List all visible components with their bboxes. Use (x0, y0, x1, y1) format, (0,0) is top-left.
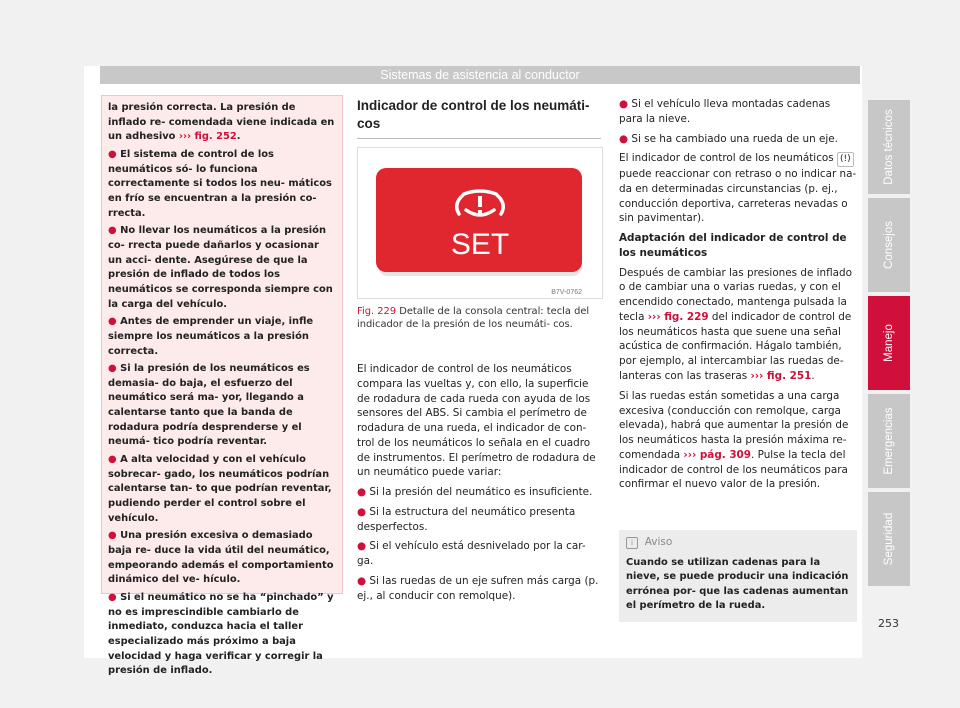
set-button-label: SET (450, 228, 510, 261)
bullet-icon: ● (619, 132, 629, 145)
list-item: ● Antes de emprender un viaje, infle siempre los neumáticos a la presión correcta. (108, 316, 314, 357)
bullet-icon: ● (108, 148, 117, 160)
list-item: ● Si el vehículo está desnivelado por la car- ga. (357, 540, 586, 568)
note-text: Cuando se utilizan cadenas para la nieve, se puede producir una indicación errónea por- que las cadenas aumentan el perímetro de la rueda. (626, 557, 849, 612)
caption-label: Fig. 229 (357, 306, 397, 317)
bullet-icon: ● (357, 486, 367, 499)
tab-consejos[interactable]: Consejos (868, 198, 910, 292)
list-item: ● Si la presión de los neumáticos es demasia- do baja, el esfuerzo del neumático será ma- yor, llegando a calentarse tanto que la banda de rodadura podría desprenderse y el neumá- tico podría reventar. (108, 363, 310, 448)
tab-emergencias[interactable]: Emergencias (868, 394, 910, 488)
list-item: ● Una presión excesiva o demasiado baja re- duce la vida útil del neumático, empeorando además el comportamiento dinámico del ve- hículo. (108, 530, 334, 586)
right-column (619, 97, 857, 497)
bullet-icon: ● (357, 505, 367, 518)
figure-link[interactable]: ››› fig. 251 (750, 370, 812, 383)
section-heading: Indicador de control de los neumáti- cos (357, 98, 590, 131)
tpms-button-illustration (358, 148, 602, 298)
note-header: i Aviso (626, 536, 672, 549)
middle-body (357, 362, 601, 608)
tab-seguridad[interactable]: Seguridad (868, 492, 910, 586)
info-icon: i (626, 537, 638, 549)
list-item: ● Si las ruedas de un eje sufren más carga (p. ej., al conducir con remolque). (357, 574, 599, 602)
bullet-icon: ● (619, 98, 629, 110)
body-paragraph: El indicador de control de los neumáticos compara las vueltas y, con ello, la superficie de rodadura de cada rueda con ayuda de los sensores del ABS. Si cambia el perímetro de rodadura de una rueda, el indicador de con- trol de los neumáticos lo señala en el cuadro de instrumentos. El perímetro de rodadura de un neumático puede variar: (357, 363, 596, 479)
body-paragraph: Después de cambiar las presiones de inflado o de cambiar una o varias ruedas, y con el encendido conectado, mantenga pulsada la tecla ››› fig. 229 del indicador de control de los neumáticos hasta que suene una señal acústica de confirmación. Hágalo también, por ejemplo, al intercambiar las ruedas de- lanteras con las traseras ››› fig. 251. (619, 266, 852, 383)
heading-divider (357, 138, 601, 139)
body-paragraph: El indicador de control de los neumáticos (!) puede reaccionar con retraso o no indicar na- da en determinadas circunstancias (p. ej., conducción deportiva, carreteras nevadas o sin pavimentar). (619, 152, 857, 225)
list-item: ● Si el neumático no se ha “pinchado” y no es imprescindible cambiarlo de inmediato, conduzca hacia el taller especializado más próximo a baja velocidad y haga verificar y corregir la presión de inflado. (108, 592, 334, 677)
exclamation-dot (478, 210, 482, 214)
bullet-icon: ● (108, 225, 117, 237)
tab-manejo[interactable]: Manejo (868, 296, 910, 390)
figure-code: B7V-0762 (551, 289, 582, 296)
list-item: ● A alta velocidad y con el vehículo sobrecar- gado, los neumáticos podrían calentarse tan- to que podrían reventar, pudiendo perder el control sobre el vehículo. (108, 454, 332, 524)
tab-datos-tecnicos[interactable]: Datos técnicos (868, 100, 910, 194)
bullet-icon: ● (108, 454, 117, 466)
list-item: ● Si se ha cambiado una rueda de un eje. (619, 132, 838, 145)
bullet-icon: ● (108, 363, 117, 375)
bullet-icon: ● (108, 592, 117, 603)
subheading: Adaptación del indicador de control de los neumáticos (619, 232, 847, 259)
page-link[interactable]: ››› pág. 309 (683, 448, 752, 461)
tire-warning-icon: (!) (837, 152, 854, 167)
list-item: ● Si la presión del neumático es insuficiente. (357, 486, 593, 499)
list-item: ● El sistema de control de los neumáticos só- lo funciona correctamente si todos los neu- máticos en frío se encuentran a la presión co- rrecta. (108, 148, 332, 219)
exclamation-bar (478, 196, 482, 207)
bullet-icon: ● (357, 574, 367, 587)
body-paragraph: Si las ruedas están sometidas a una carga excesiva (conducción con remolque, carga elevada), habrá que aumentar la presión de los neumáticos hasta la presión máxima re- comendada ››› pág. 309. Pulse la tecla del indicador de control de los neumáticos para confirmar el nuevo valor de la presión. (619, 389, 849, 491)
warning-text (108, 101, 336, 682)
bullet-icon: ● (357, 540, 367, 553)
figure-link[interactable]: ››› fig. 229 (647, 310, 709, 323)
section-heading-wrap (357, 97, 601, 137)
bullet-icon: ● (108, 530, 117, 542)
page-number: 253 (878, 617, 899, 630)
warning-paragraph: la presión correcta. La presión de inflado re- comendada viene indicada en un adhesivo ››› fig. 252. (108, 102, 335, 143)
bullet-icon: ● (108, 316, 117, 328)
list-item: ● Si el vehículo lleva montadas cadenas para la nieve. (619, 98, 831, 125)
figure-link[interactable]: ››› fig. 252 (178, 131, 237, 143)
figure-caption: Fig. 229 Detalle de la consola central: tecla del indicador de la presión de los neumáti- cos. (357, 306, 590, 331)
figure-229 (357, 147, 603, 299)
running-header: Sistemas de asistencia al conductor (100, 66, 860, 84)
list-item: ● Si la estructura del neumático presenta desperfectos. (357, 505, 576, 533)
list-item: ● No llevar los neumáticos a la presión co- rrecta puede dañarlos y ocasionar un acci- dente. Asegúrese de que la presión de inflado de todos los neumáticos se corresponda siempre con la carga del vehículo. (108, 225, 333, 310)
